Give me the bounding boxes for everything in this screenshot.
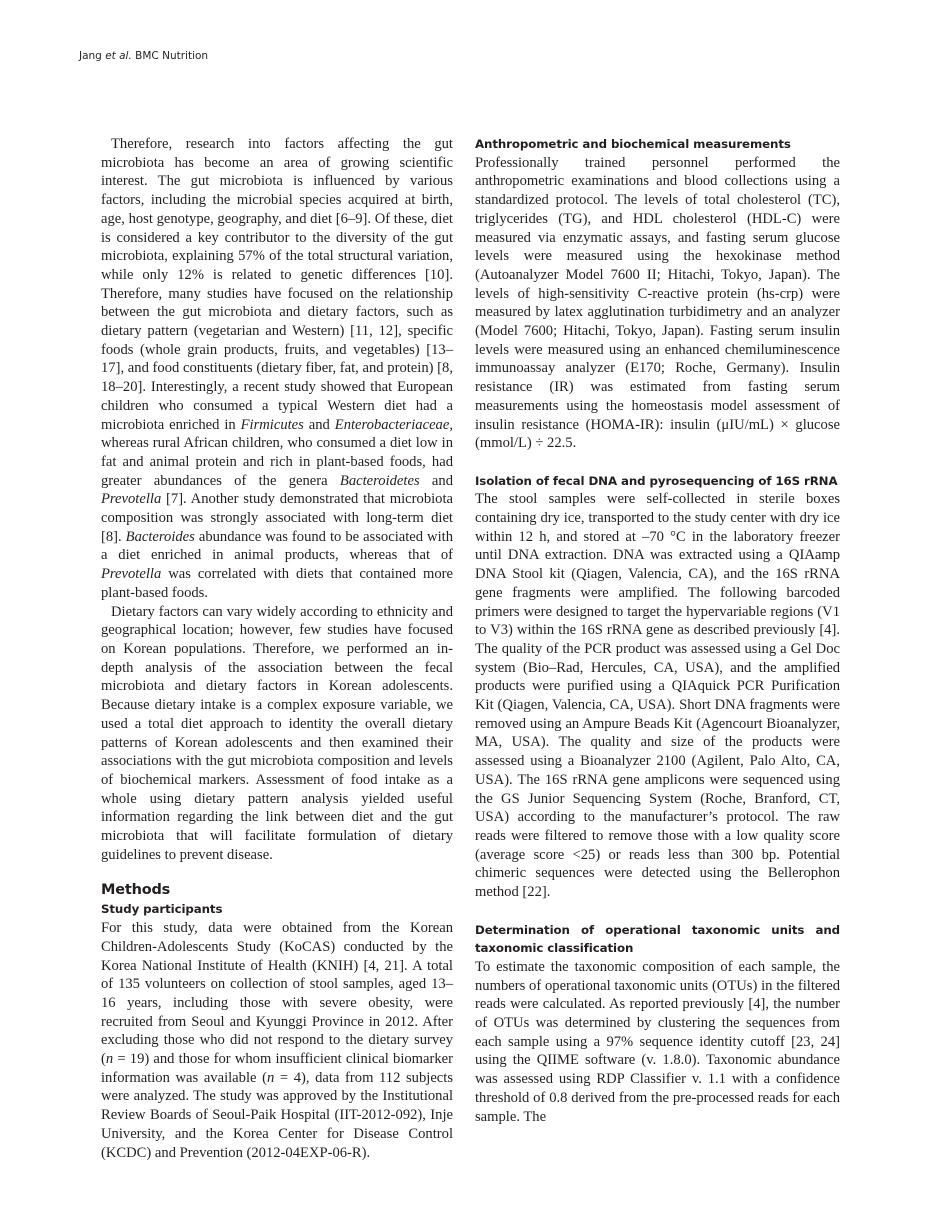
left-column [101,135,453,1162]
text-run: For this study, data were obtained from the Korean Children-Adolescents Study (KoCAS) conducted by the Korea National Institute of Health (KNIH) [4, 21]. A total of 135 volunteers on collection of stool samples, aged 13–16 years, including those with severe obesity, were recruited from Seoul and Kyunggi Province in 2012. After excluding those who did not respond to the dietary survey ( [101,920,453,1068]
running-head-et-al: et al. [105,50,132,62]
otu-paragraph: To estimate the taxonomic composition of each sample, the numbers of operational taxonomic units (OTUs) in the filtered reads were calculated. As reported previously [4], the number of OTUs was determined by clustering the sequences from each sample using a 97% sequence identity cutoff [23, 24] using the QIIME software (v. 1.8.0). Taxonomic abundance was assessed using RDP Classifier v. 1.1 with a confidence threshold of 0.8 derived from the pre-processed reads for each sample. The [475,958,840,1125]
text-run: [7]. Another study demonstrated that microbiota composition was strongly associated with long-term diet [8]. [101,491,453,545]
right-column [475,135,840,1126]
otu-heading: Determination of operational taxonomic units and taxonomic classification [475,922,840,956]
isolation-paragraph: The stool samples were self-collected in sterile boxes containing dry ice, transported to the study center with dry ice within 12 h, and stored at –70 °C in the laboratory freezer until DNA extraction. DNA was extracted using a QIAamp DNA Stool kit (Qiagen, Valencia, CA), and the 16S rRNA gene fragments were amplified. The following barcoded primers were designed to target the hypervariable regions (V1 to V3) within the 16S rRNA gene as described previously [4]. The quality of the PCR product was assessed using a Gel Doc system (Bio–Rad, Hercules, CA, USA), and the amplified products were purified using a QIAquick PCR Purification Kit (Qiagen, Valencia, CA, USA). Short DNA fragments were removed using an Ampure Beads Kit (Agencourt Bioanalyzer, MA, USA). The quality and size of the products were assessed using a Bioanalyzer 2100 (Agilent, Palo Alto, CA, USA). The 16S rRNA gene amplicons were sequenced using the GS Junior Sequencing System (Roche, Branford, CT, USA) according to the manufacturer’s protocol. The raw reads were filtered to remove those with a low quality score (average score <25) or reads less than 300 bp. Potential chimeric sequences were detected using the Bellerophon method [22]. [475,491,840,901]
anthropometric-heading: Anthropometric and biochemical measurements [475,137,791,151]
running-head-journal: BMC Nutrition [135,50,209,62]
taxon-prevotella: Prevotella [101,491,162,508]
anthropometric-paragraph: Professionally trained personnel performed the anthropometric examinations and blood collections using a standardized protocol. The levels of total cholesterol (TC), triglycerides (TG), and HDL cholesterol (HDL-C) were measured via enzymatic assays, and fasting serum glucose levels were measured using the hexokinase method (Autoanalyzer Model 7600 II; Hitachi, Tokyo, Japan). The levels of high-sensitivity C-reactive protein (hs-crp) were measured by latex agglutination turbidimetry and an analyzer (Model 7600; Hitachi, Tokyo, Japan). Fasting serum insulin levels were measured using an enhanced chemiluminescence immunoassay analyzer (E170; Roche, Germany). Insulin resistance (IR) was estimated from fasting serum measurements using the homeostasis model assessment of insulin resistance (HOMA-IR): insulin (μIU/mL) × glucose (mmol/L) ÷ 22.5. [475,154,840,452]
methods-heading: Methods [101,882,171,899]
taxon-bacteroidetes: Bacteroidetes [339,472,420,489]
taxon-prevotella: Prevotella [101,566,162,583]
text-run: = 19) and those for whom insufficient clinical biomarker information was available ( [101,1051,453,1086]
text-run: abundance was found to be associated with a diet enriched in animal products, whereas that of [101,528,453,564]
text-run: and [303,416,335,433]
isolation-heading: Isolation of fecal DNA and pyrosequencing of 16S rRNA [475,473,838,488]
variable-n: n [266,1069,275,1086]
text-run: and [419,472,453,489]
study-participants-heading: Study participants [101,902,223,917]
taxon-firmicutes: Firmicutes [240,416,304,433]
taxon-bacteroides: Bacteroides [125,528,195,545]
intro-paragraph-1 [101,135,453,603]
text-run: = 4), data from 112 subjects were analyzed. The study was approved by the Institutional Review Boards of Seoul-Paik Hospital (IIT-2012-092), Inje University, and the Korea Center for Disease Control (KCDC) and Prevention (2012-04EXP-06-R). [101,1069,454,1161]
text-run: Therefore, research into factors affecting the gut microbiota has become an area of growing scientific interest. The gut microbiota is influenced by various factors, including the microbial species acquired at birth, age, host genotype, geography, and diet [6–9]. Of these, diet is considered a key contributor to the diversity of the gut microbiota, explaining 57% of the total structural variation, while only 12% is related to genetic differences [10]. Therefore, many studies have focused on the relationship between the gut microbiota and dietary factors, such as dietary pattern (vegetarian and Western) [11, 12], specific foods (whole grain products, fruits, and vegetables) [13–17], and food constituents (dietary fiber, fat, and protein) [8, 18–20]. Interestingly, a recent study showed that European children who consumed a typical Western diet had a microbiota enriched in [101,136,453,433]
taxon-enterobacteriaceae: Enterobacteriaceae [334,416,450,433]
text-run: , whereas rural African children, who consumed a diet low in fat and animal protein and rich in plant-based foods, had greater abundances of the genera [101,416,453,489]
running-head-authors: Jang [79,50,102,62]
intro-paragraph-2: Dietary factors can vary widely according to ethnicity and geographical location; however, few studies have focused on Korean populations. Therefore, we performed an in-depth analysis of the association between the fecal microbiota and dietary factors in Korean adolescents. Because dietary intake is a complex exposure variable, we used a total diet approach to identity the overall dietary patterns of Korean adolescents and then examined their associations with the gut microbiota composition and levels of biochemical markers. Assessment of food intake as a whole using dietary pattern analysis yielded useful information regarding the link between diet and the gut microbiota that will facilitate formulation of dietary guidelines to prevent disease. [101,603,453,863]
running-head [79,50,208,62]
variable-n: n [105,1051,114,1068]
study-participants-paragraph [101,919,453,1162]
text-run: was correlated with diets that contained more plant-based foods. [101,566,453,601]
